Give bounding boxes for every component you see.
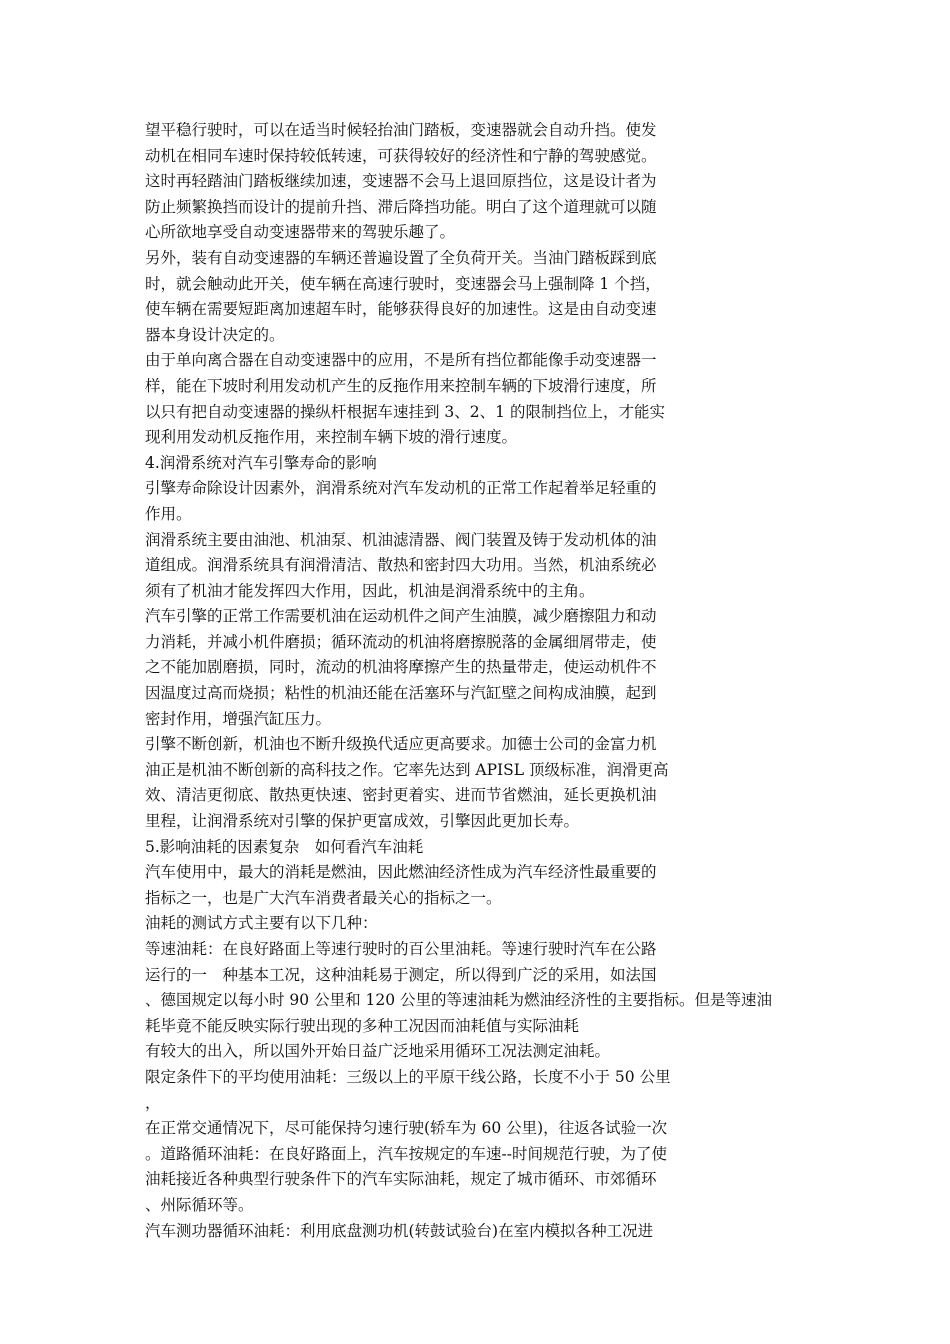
text-line: 汽车使用中，最大的消耗是燃油，因此燃油经济性成为汽车经济性最重要的 — [145, 863, 657, 882]
text-line: 这时再轻踏油门踏板继续加速，变速器不会马上退回原挡位，这是设计者为 — [145, 172, 657, 191]
text-line: 须有了机油才能发挥四大作用，因此，机油是润滑系统中的主角。 — [145, 581, 595, 600]
text-line: 有较大的出入，所以国外开始日益广泛地采用循环工况法测定油耗。 — [145, 1042, 611, 1061]
text-line: 防止频繁换挡而设计的提前升挡、滞后降挡功能。明白了这个道理就可以随 — [145, 197, 657, 216]
text-line: 润滑系统主要由油池、机油泵、机油滤清器、阀门装置及铸于发动机体的油 — [145, 530, 657, 549]
text-line: 样，能在下坡时利用发动机产生的反拖作用来控制车辆的下坡滑行速度，所 — [145, 376, 657, 395]
text-line: 、德国规定以每小时 90 公里和 120 公里的等速油耗为燃油经济性的主要指标。但是等速油 — [145, 991, 773, 1010]
text-line: 油耗的测试方式主要有以下几种： — [145, 914, 378, 933]
text-line: 油正是机油不断创新的高科技之作。它率先达到 APISL 顶级标准，润滑更高 — [145, 760, 669, 779]
text-line: 密封作用，增强汽缸压力。 — [145, 709, 332, 728]
text-line: 等速油耗：在良好路面上等速行驶时的百公里油耗。等速行驶时汽车在公路 — [145, 940, 657, 958]
text-line: 。道路循环油耗：在良好路面上，汽车按规定的车速--时间规范行驶，为了使 — [145, 1144, 667, 1163]
text-line: 、州际循环等。 — [145, 1195, 254, 1214]
text-line: 引擎不断创新，机油也不断升级换代适应更高要求。加德士公司的金富力机 — [145, 735, 657, 754]
text-line: 望平稳行驶时，可以在适当时候轻抬油门踏板，变速器就会自动升挡。使发 — [145, 121, 657, 139]
body-text — [145, 118, 825, 1244]
text-line: ， — [145, 1093, 161, 1112]
text-line: 道组成。润滑系统具有润滑清洁、散热和密封四大功用。当然，机油系统必 — [145, 556, 657, 575]
text-line: 现利用发动机反拖作用，来控制车辆下坡的滑行速度。 — [145, 428, 518, 447]
text-line: 由于单向离合器在自动变速器中的应用，不是所有挡位都能像手动变速器一 — [145, 351, 657, 370]
text-line: 指标之一，也是广大汽车消费者最关心的指标之一。 — [145, 888, 502, 907]
text-line: 在正常交通情况下，尽可能保持匀速行驶(轿车为 60 公里)，往返各试验一次 — [145, 1119, 668, 1138]
section-heading: 4.润滑系统对汽车引擎寿命的影响 — [145, 453, 377, 472]
text-line: 力消耗，并减小机件磨损；循环流动的机油将磨擦脱落的金属细屑带走，使 — [145, 632, 657, 651]
text-line: 引擎寿命除设计因素外，润滑系统对汽车发动机的正常工作起着举足轻重的 — [145, 479, 657, 498]
text-line: 动机在相同车速时保持较低转速，可获得较好的经济性和宁静的驾驶感觉。 — [145, 146, 657, 165]
text-line: 因温度过高而烧损；粘性的机油还能在活塞环与汽缸壁之间构成油膜，起到 — [145, 684, 657, 703]
text-line: 以只有把自动变速器的操纵杆根据车速挂到 3、2、1 的限制挡位上，才能实 — [145, 402, 665, 421]
text-line: 运行的一 种基本工况，这种油耗易于测定，所以得到广泛的采用，如法国 — [145, 965, 657, 984]
text-line: 时，就会触动此开关，使车辆在高速行驶时，变速器会马上强制降 1 个挡， — [145, 274, 661, 293]
text-line: 器本身设计决定的。 — [145, 325, 285, 344]
text-line: 心所欲地享受自动变速器带来的驾驶乐趣了。 — [145, 223, 456, 242]
text-line: 使车辆在需要短距离加速超车时，能够获得良好的加速性。这是由自动变速 — [145, 300, 657, 319]
text-line: 另外，装有自动变速器的车辆还普遍设置了全负荷开关。当油门踏板踩到底 — [145, 248, 657, 267]
text-line: 限定条件下的平均使用油耗：三级以上的平原干线公路，长度不小于 50 公里 — [145, 1067, 671, 1086]
text-line: 汽车测功器循环油耗：利用底盘测功机(转鼓试验台)在室内模拟各种工况进 — [145, 1221, 654, 1240]
text-line: 里程，让润滑系统对引擎的保护更富成效，引擎因此更加长寿。 — [145, 812, 580, 831]
section-heading: 5.影响油耗的因素复杂 如何看汽车油耗 — [145, 837, 424, 856]
text-line: 耗毕竟不能反映实际行驶出现的多种工况因而油耗值与实际油耗 — [145, 1016, 580, 1035]
text-line: 作用。 — [145, 504, 192, 523]
text-line: 油耗接近各种典型行驶条件下的汽车实际油耗，规定了城市循环、市郊循环 — [145, 1170, 657, 1189]
text-line: 之不能加剧磨损，同时，流动的机油将摩擦产生的热量带走，使运动机件不 — [145, 658, 657, 677]
text-line: 效、清洁更彻底、散热更快速、密封更着实、进而节省燃油，延长更换机油 — [145, 786, 657, 805]
text-line: 汽车引擎的正常工作需要机油在运动机件之间产生油膜，减少磨擦阻力和动 — [145, 607, 657, 626]
